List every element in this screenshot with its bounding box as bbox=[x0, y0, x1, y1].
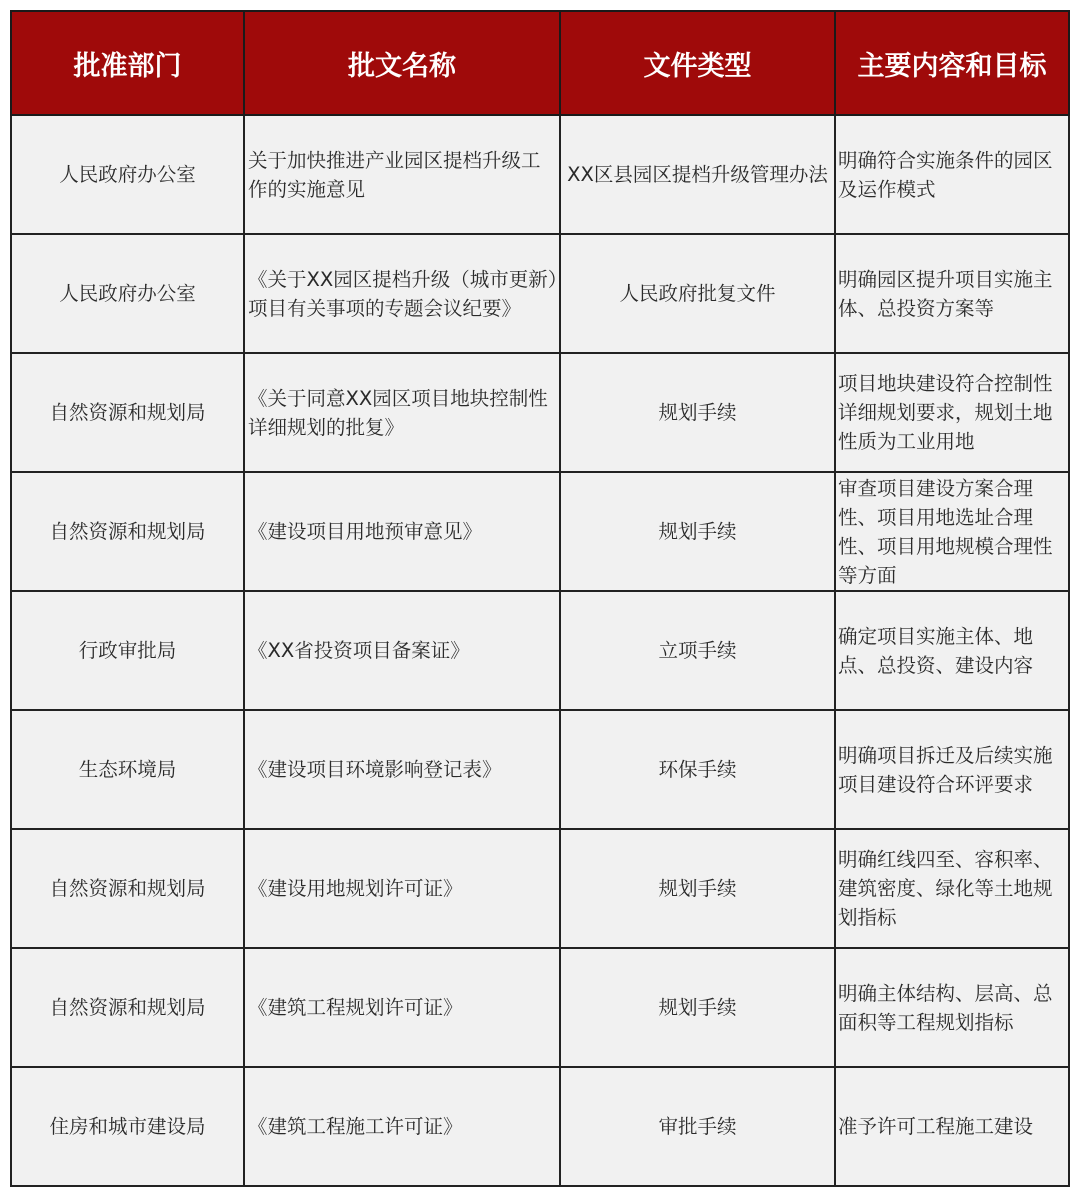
cell-title: 《建设用地规划许可证》 bbox=[244, 829, 560, 948]
approval-table bbox=[10, 10, 1070, 1187]
table-row bbox=[11, 234, 1069, 353]
cell-content: 审查项目建设方案合理性、项目用地选址合理性、项目用地规模合理性等方面 bbox=[835, 472, 1069, 591]
header-type: 文件类型 bbox=[560, 11, 835, 115]
cell-title: 《建设项目环境影响登记表》 bbox=[244, 710, 560, 829]
cell-content: 明确项目拆迁及后续实施项目建设符合环评要求 bbox=[835, 710, 1069, 829]
cell-type: 立项手续 bbox=[560, 591, 835, 710]
header-content: 主要内容和目标 bbox=[835, 11, 1069, 115]
cell-title: 《建设项目用地预审意见》 bbox=[244, 472, 560, 591]
cell-dept: 自然资源和规划局 bbox=[11, 829, 244, 948]
table-row bbox=[11, 829, 1069, 948]
cell-type: XX区县园区提档升级管理办法 bbox=[560, 115, 835, 234]
cell-dept: 住房和城市建设局 bbox=[11, 1067, 244, 1186]
approval-table-container bbox=[10, 10, 1068, 1187]
cell-title: 《关于XX园区提档升级（城市更新）项目有关事项的专题会议纪要》 bbox=[244, 234, 560, 353]
table-header-row bbox=[11, 11, 1069, 115]
cell-content: 明确符合实施条件的园区及运作模式 bbox=[835, 115, 1069, 234]
table-row bbox=[11, 591, 1069, 710]
cell-type: 环保手续 bbox=[560, 710, 835, 829]
cell-dept: 自然资源和规划局 bbox=[11, 948, 244, 1067]
table-row bbox=[11, 353, 1069, 472]
cell-dept: 自然资源和规划局 bbox=[11, 353, 244, 472]
cell-content: 准予许可工程施工建设 bbox=[835, 1067, 1069, 1186]
cell-type: 审批手续 bbox=[560, 1067, 835, 1186]
table-row bbox=[11, 115, 1069, 234]
cell-type: 规划手续 bbox=[560, 353, 835, 472]
table-row bbox=[11, 1067, 1069, 1186]
cell-title: 《建筑工程规划许可证》 bbox=[244, 948, 560, 1067]
cell-title: 关于加快推进产业园区提档升级工作的实施意见 bbox=[244, 115, 560, 234]
cell-dept: 自然资源和规划局 bbox=[11, 472, 244, 591]
cell-type: 规划手续 bbox=[560, 948, 835, 1067]
cell-content: 明确园区提升项目实施主体、总投资方案等 bbox=[835, 234, 1069, 353]
header-dept: 批准部门 bbox=[11, 11, 244, 115]
cell-type: 人民政府批复文件 bbox=[560, 234, 835, 353]
table-row bbox=[11, 948, 1069, 1067]
header-title: 批文名称 bbox=[244, 11, 560, 115]
table-row bbox=[11, 472, 1069, 591]
cell-content: 明确红线四至、容积率、建筑密度、绿化等土地规划指标 bbox=[835, 829, 1069, 948]
cell-title: 《关于同意XX园区项目地块控制性详细规划的批复》 bbox=[244, 353, 560, 472]
cell-content: 确定项目实施主体、地点、总投资、建设内容 bbox=[835, 591, 1069, 710]
table-row bbox=[11, 710, 1069, 829]
cell-type: 规划手续 bbox=[560, 829, 835, 948]
cell-dept: 人民政府办公室 bbox=[11, 234, 244, 353]
cell-content: 项目地块建设符合控制性详细规划要求，规划土地性质为工业用地 bbox=[835, 353, 1069, 472]
cell-title: 《XX省投资项目备案证》 bbox=[244, 591, 560, 710]
cell-content: 明确主体结构、层高、总面积等工程规划指标 bbox=[835, 948, 1069, 1067]
cell-dept: 生态环境局 bbox=[11, 710, 244, 829]
cell-type: 规划手续 bbox=[560, 472, 835, 591]
cell-title: 《建筑工程施工许可证》 bbox=[244, 1067, 560, 1186]
cell-dept: 行政审批局 bbox=[11, 591, 244, 710]
cell-dept: 人民政府办公室 bbox=[11, 115, 244, 234]
